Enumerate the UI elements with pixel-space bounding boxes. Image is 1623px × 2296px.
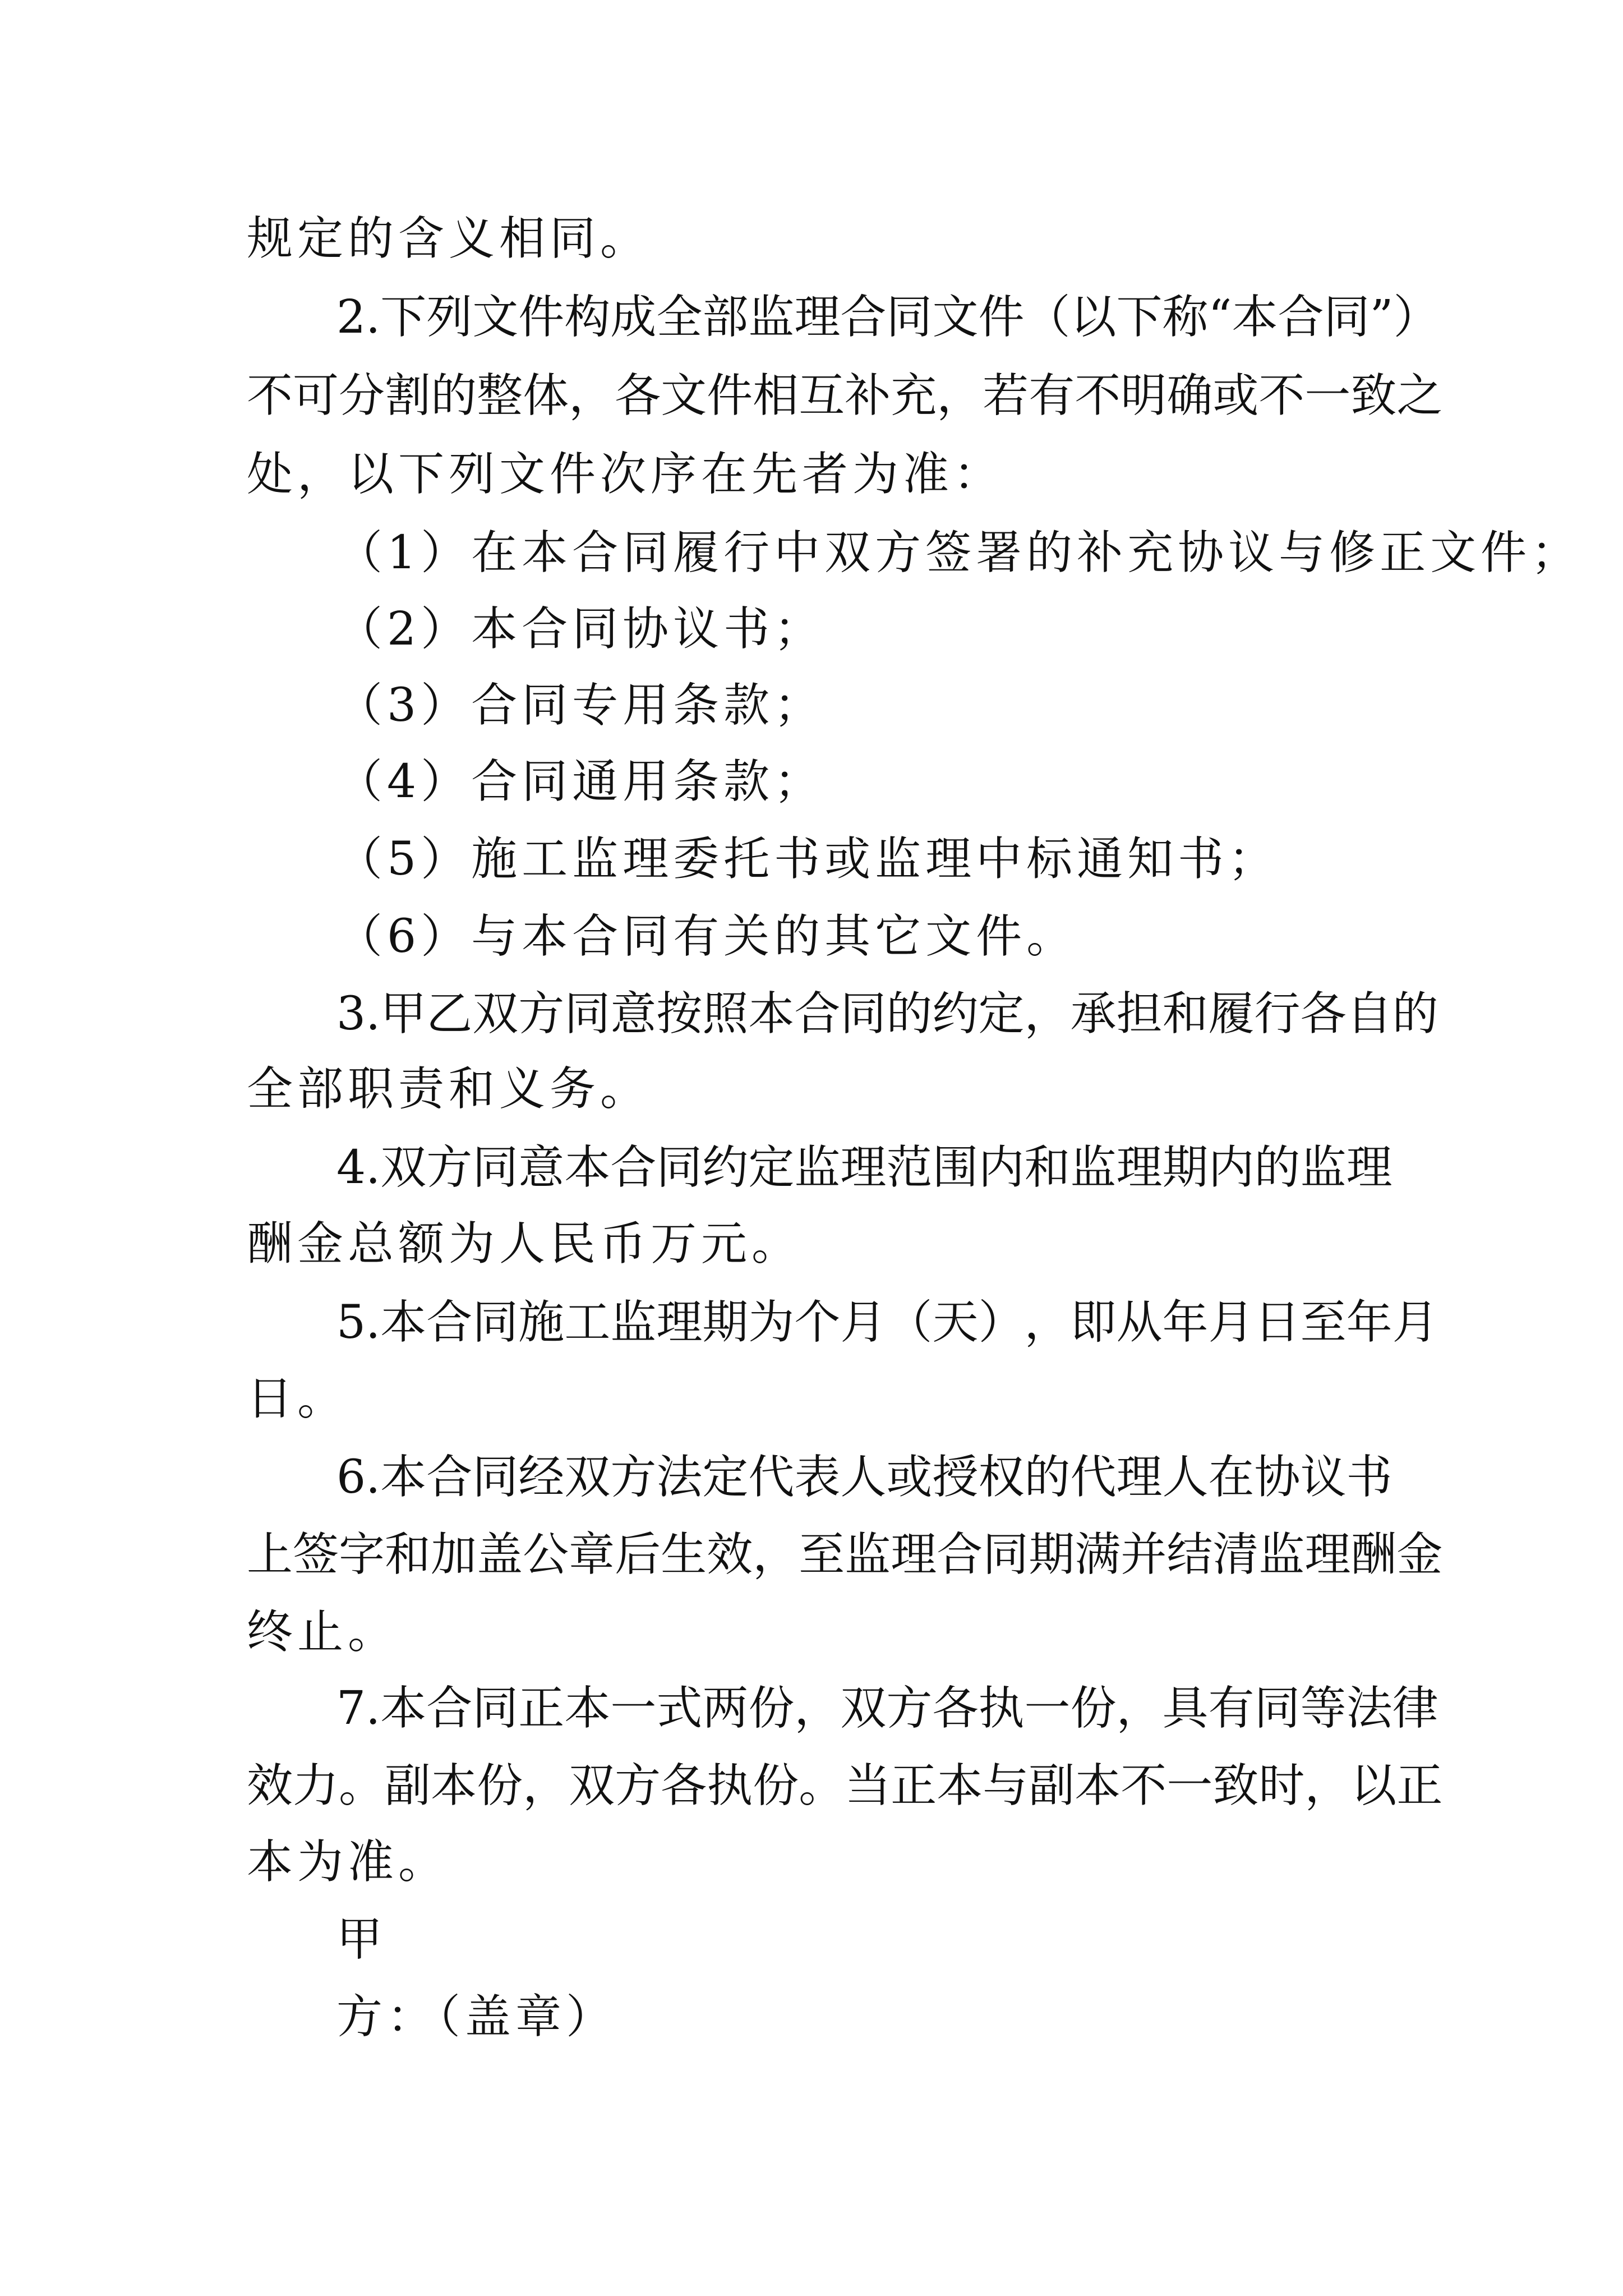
text-line-justified: 不 可 分 割 的 整 体 ， 各 文 件 相 互 补 充 ， 若 有 不 明 确 或 不 一 致 之	[247, 369, 1443, 422]
text-line-justified: 效 力 。 副 本 份 ， 双 方 各 执 份 。 当 正 本 与 副 本 不 一 致 时 ， 以 正	[247, 1759, 1443, 1812]
text-line: 本为准。	[247, 1835, 449, 1889]
signature-party-label: 甲	[336, 1913, 388, 1966]
text-line-justified: 3 . 甲 乙 双 方 同 意 按 照 本 合 同 的 约 定 ， 承 担 和 履 行 各 自 的	[336, 987, 1438, 1041]
text-line: 规定的含义相同。	[247, 212, 651, 265]
list-item: （3）合同专用条款；	[336, 679, 825, 732]
text-line-justified: 5 . 本 合 同 施 工 监 理 期 为 个 月 （ 天 ） ， 即 从 年 月 日 至 年 月	[336, 1296, 1438, 1349]
signature-stamp-label: 方：（盖章）	[336, 1990, 617, 2044]
list-item: （4）合同通用条款；	[336, 755, 825, 808]
list-item: （2）本合同协议书；	[336, 602, 825, 656]
text-line-justified: 上 签 字 和 加 盖 公 章 后 生 效 ， 至 监 理 合 同 期 满 并 结 清 监 理 酬 金	[247, 1528, 1443, 1581]
text-line-justified: 6 . 本 合 同 经 双 方 法 定 代 表 人 或 授 权 的 代 理 人 在 协 议 书	[336, 1451, 1393, 1504]
text-line: 全部职责和义务。	[247, 1062, 651, 1116]
text-line: 酬金总额为人民币万元。	[247, 1217, 803, 1271]
text-line-justified: 7 . 本 合 同 正 本 一 式 两 份 ， 双 方 各 执 一 份 ， 具 有 同 等 法 律	[336, 1682, 1438, 1735]
list-item: （6）与本合同有关的其它文件。	[336, 910, 1077, 963]
text-line-justified: 2 . 下 列 文 件 构 成 全 部 监 理 合 同 文 件 （ 以 下 称 “ 本 合 同 ” ）	[336, 291, 1440, 344]
text-line: 处，以下列文件次序在先者为准：	[247, 448, 1004, 501]
list-item: （5）施工监理委托书或监理中标通知书；	[336, 832, 1279, 886]
text-line: 终止。	[247, 1605, 399, 1659]
text-line-justified: 4 . 双 方 同 意 本 合 同 约 定 监 理 范 围 内 和 监 理 期 内 的 监 理	[336, 1141, 1393, 1194]
list-item: （1）在本合同履行中双方签署的补充协议与修正文件；	[336, 526, 1582, 579]
text-line: 日。	[247, 1372, 348, 1425]
